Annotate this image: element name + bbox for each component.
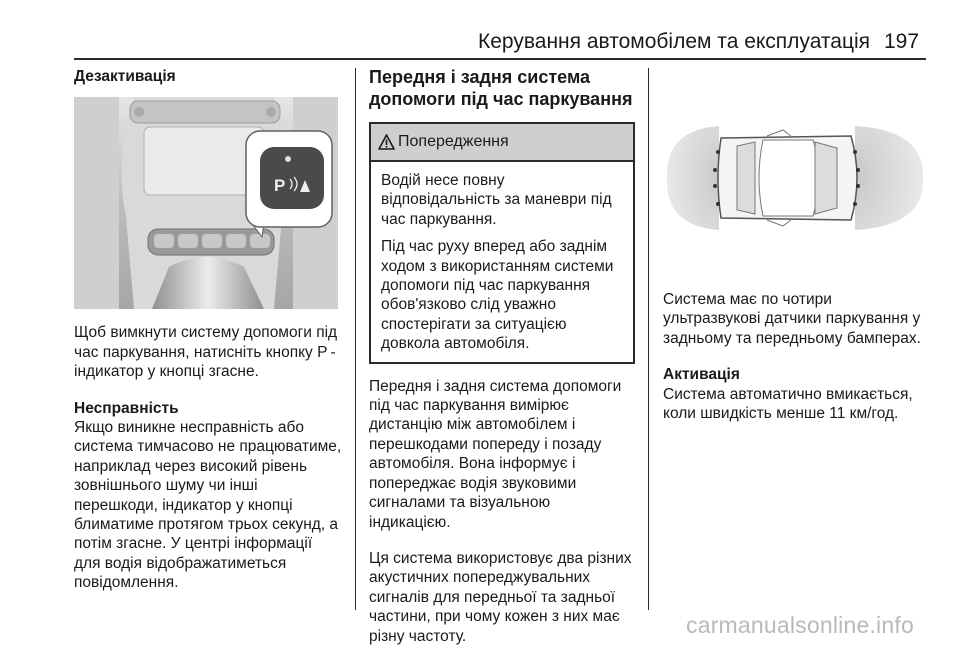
acoustic-signals-paragraph: Ця система використовує два різних акустичних попереджувальних сигналів для передньої та задньої частини, при чому кожен з них має різну частоту. [369, 549, 632, 645]
deactivation-paragraph: Щоб вимкнути систему допомоги під час паркування, натисніть кнопку Р - індикатор у кнопці згасне. [74, 324, 338, 381]
parking-sensors-figure [663, 80, 927, 276]
figure-button-label: P [274, 176, 286, 196]
activation-paragraph: Система автоматично вмикається, коли швидкість менше 11 км/год. [663, 385, 913, 423]
column-middle [369, 66, 635, 663]
watermark: carmanualsonline.info [686, 612, 914, 638]
header-rule [74, 58, 926, 60]
parking-button-figure [74, 97, 338, 309]
column-right [663, 80, 927, 440]
sensors-paragraph: Система має по чотири ультразвукові датчики паркування у задньому та передньому бамперах. [663, 291, 921, 347]
header-title: Керування автомобілем та експлуатація [478, 30, 871, 53]
section-heading-activation: Активація [663, 366, 740, 384]
column-divider-left [355, 68, 356, 610]
malfunction-paragraph: Якщо виникне несправність або система тимчасово не працюватиме, наприклад через високий рівень зовнішнього шуму чи інші перешкоди, індикатор у кнопці блиматиме протягом трьох секунд, а потім згасне. У центрі інформації для водія відображатиметься повідомлення. [74, 419, 342, 592]
section-heading-parking-assist: Передня і задня система допомоги під час паркування [369, 67, 633, 109]
system-description-paragraph: Передня і задня система допомоги під час паркування вимірює дистанцію між автомобілем і перешкодами попереду і позаду автомобіля. Вона інформує і попереджає водія звуковими сигналами та візуальною індикацією. [369, 377, 622, 531]
warning-header [371, 124, 633, 162]
page-number: 197 [884, 30, 920, 53]
warning-paragraph-1: Водій несе повну відповідальність за маневри під час паркування. [381, 172, 612, 228]
column-left [74, 67, 342, 610]
column-divider-right [648, 68, 649, 610]
warning-title: Попередження [398, 133, 509, 151]
warning-box [369, 122, 635, 364]
section-heading-deactivation: Дезактивація [74, 68, 176, 85]
warning-triangle-icon [378, 134, 395, 150]
section-heading-malfunction: Несправність [74, 399, 179, 417]
warning-paragraph-2: Під час руху вперед або заднім ходом з використанням системи допомоги під час паркування обов'язково слід уважно спостерігати за ситуацією довкола автомобіля. [381, 238, 614, 353]
